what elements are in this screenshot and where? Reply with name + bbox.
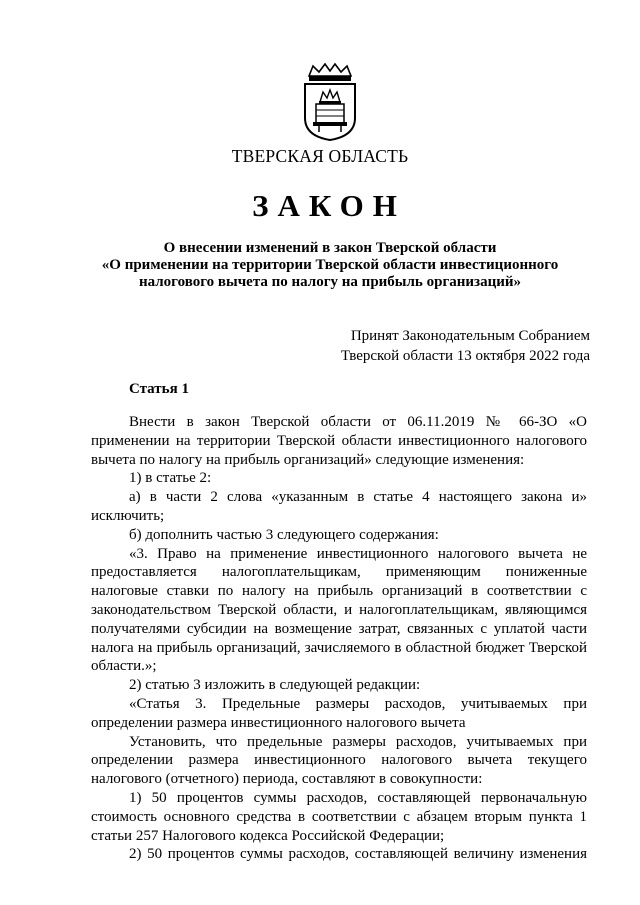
paragraph: Установить, что предельные размеры расходов, учитываемых при определении размера инвестиционного налогового вычета текущего налогового (отчетного) периода, составляют в совокупности: xyxy=(91,733,587,788)
document-type: ЗАКОН xyxy=(252,188,406,223)
adoption-line-1: Принят Законодательным Собранием xyxy=(350,328,590,344)
paragraph: 1) в статье 2: xyxy=(129,470,212,487)
paragraph: 2) статью 3 изложить в следующей редакции: xyxy=(129,677,421,694)
subject-line-2: «О применении на территории Тверской области инвестиционного xyxy=(101,257,559,273)
article-title: Статья 1 xyxy=(129,381,189,397)
coat-of-arms-icon xyxy=(299,62,361,142)
paragraph: Внести в закон Тверской области от 06.11.2019 № 66-ЗО «О применении на территории Тверской области инвестиционного налогового вычета по налогу на прибыль организаций» следующие изменения: xyxy=(91,414,587,468)
paragraph: 1) 50 процентов суммы расходов, составляющей первоначальную стоимость основного средства в соответствии с абзацем вторым пункта 1 статьи 257 Налогового кодекса Российской Федерации; xyxy=(91,789,587,844)
paragraph: б) дополнить частью 3 следующего содержания: xyxy=(129,526,439,543)
article-body xyxy=(91,413,587,864)
law-subject xyxy=(90,240,570,291)
paragraph: а) в части 2 слова «указанным в статье 4 настоящего закона и» исключить; xyxy=(91,489,587,524)
subject-line-1: О внесении изменений в закон Тверской области xyxy=(163,240,497,256)
region-title: ТВЕРСКАЯ ОБЛАСТЬ xyxy=(231,146,409,166)
paragraph: «Статья 3. Предельные размеры расходов, учитываемых при определении размера инвестиционного налогового вычета xyxy=(91,695,587,731)
paragraph: «3. Право на применение инвестиционного налогового вычета не предоставляется налогоплательщикам, применяющим пониженные налоговые ставки по налогу на прибыль организаций в соответствии с законодательством Тверской области, и налогоплательщикам, являющимся получателями субсидии на возмещение затрат, связанных с уплатой части налога на прибыль организаций, зачисляемого в областной бюджет Тверской области.»; xyxy=(91,545,587,675)
paragraph: 2) 50 процентов суммы расходов, составляющей величину изменения xyxy=(129,846,587,863)
subject-line-3: налогового вычета по налогу на прибыль организаций» xyxy=(138,274,522,290)
adoption-note xyxy=(300,327,590,366)
adoption-line-2: Тверской области 13 октября 2022 года xyxy=(340,347,590,364)
